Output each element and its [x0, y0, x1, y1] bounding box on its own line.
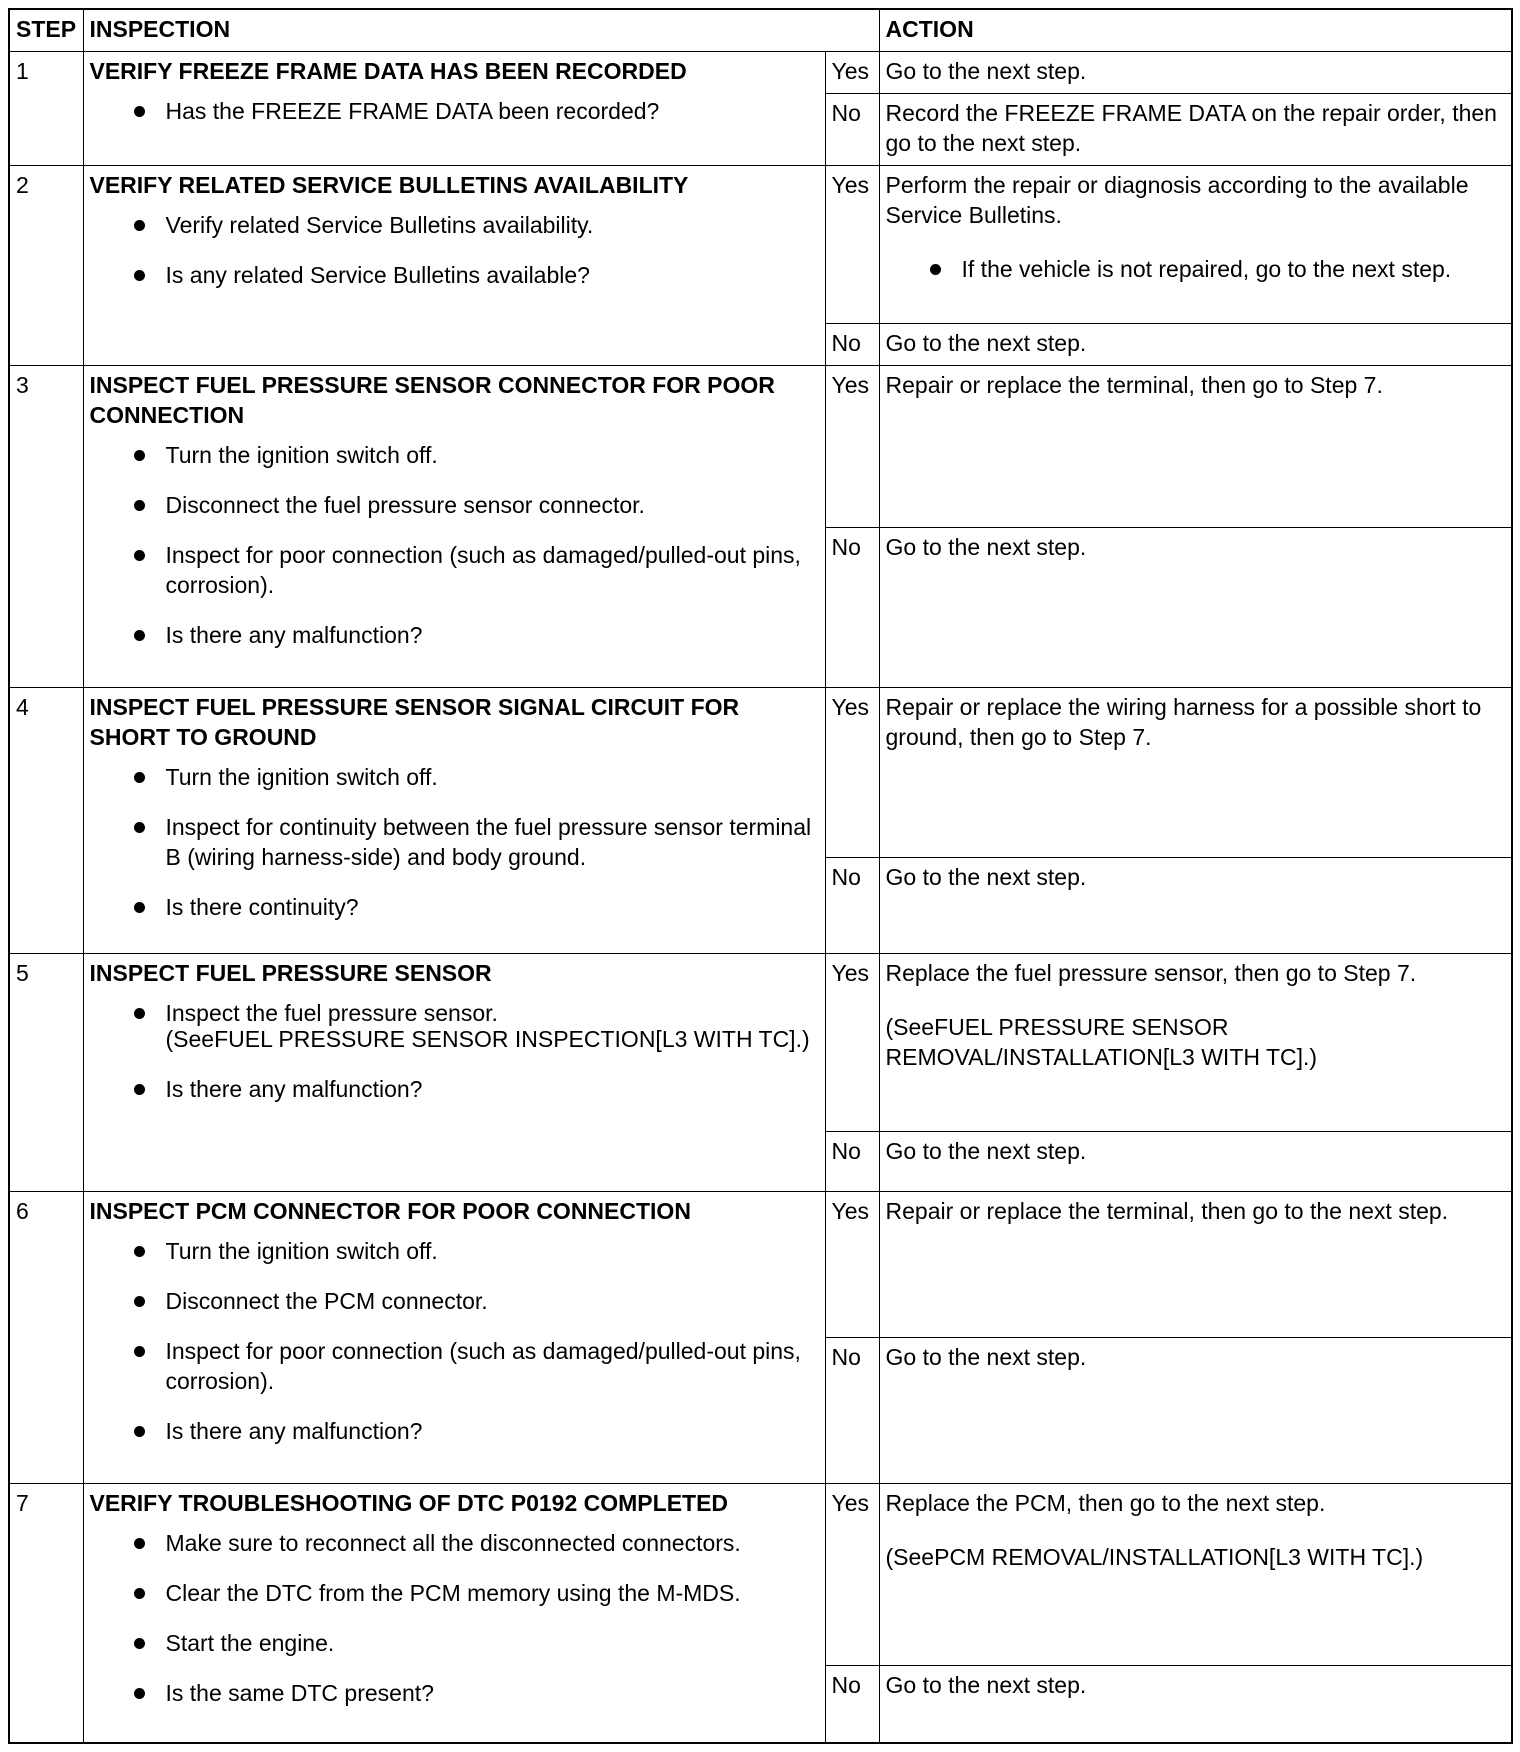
bullet-text: Is there any malfunction?	[165, 621, 423, 648]
step-column-header: STEP	[9, 9, 83, 51]
bullet-text: Disconnect the fuel pressure sensor connector.	[165, 491, 645, 518]
inspection-bullet	[90, 762, 819, 792]
step-inspection	[83, 1483, 825, 1743]
no-action	[879, 323, 1512, 365]
yes-action-text: Replace the fuel pressure sensor, then go to Step 7.	[885, 959, 1417, 986]
inspection-bullets	[90, 998, 819, 1028]
no-label: No	[825, 1131, 879, 1191]
inspection-reference-note: (SeeFUEL PRESSURE SENSOR INSPECTION[L3 WITH TC].)	[165, 1025, 810, 1052]
bullet-text: If the vehicle is not repaired, go to the next step.	[961, 255, 1452, 282]
inspection-bullets	[90, 762, 819, 922]
step-number: 7	[9, 1483, 83, 1743]
inspection-bullet	[90, 620, 819, 650]
no-action-text: Go to the next step.	[885, 1137, 1087, 1164]
no-action	[879, 857, 1512, 953]
yes-action-text: Go to the next step.	[885, 57, 1087, 84]
bullet-icon	[134, 500, 145, 511]
yes-action-subbullet	[886, 254, 1506, 284]
yes-action-text: Perform the repair or diagnosis according to the available Service Bulletins.	[885, 171, 1469, 228]
step-3-yes-row	[9, 365, 1512, 527]
inspection-bullet	[90, 1416, 819, 1446]
step-7-yes-row	[9, 1483, 1512, 1665]
step-number: 1	[9, 51, 83, 165]
yes-label: Yes	[825, 51, 879, 93]
step-title: VERIFY RELATED SERVICE BULLETINS AVAILABILITY	[89, 171, 689, 198]
step-2-yes-row	[9, 165, 1512, 323]
bullet-icon	[134, 1346, 145, 1357]
step-5-yes-row	[9, 953, 1512, 1131]
no-action-text: Go to the next step.	[885, 1343, 1087, 1370]
step-title: INSPECT FUEL PRESSURE SENSOR CONNECTOR FOR POOR CONNECTION	[89, 371, 775, 428]
bullet-text: Is there any malfunction?	[165, 1417, 423, 1444]
yes-label: Yes	[825, 365, 879, 527]
bullet-text: Start the engine.	[165, 1629, 335, 1656]
bullet-icon	[134, 270, 145, 281]
yes-action-text: Repair or replace the wiring harness for a possible short to ground, then go to Step 7.	[885, 693, 1482, 750]
inspection-bullets	[90, 1528, 819, 1708]
step-inspection	[83, 1191, 825, 1483]
inspection-bullets	[90, 96, 819, 126]
inspection-bullet	[90, 260, 819, 290]
step-title: INSPECT PCM CONNECTOR FOR POOR CONNECTION	[89, 1197, 691, 1224]
step-number: 3	[9, 365, 83, 687]
inspection-bullet	[90, 440, 819, 470]
bullet-text: Is the same DTC present?	[165, 1679, 434, 1706]
no-action	[879, 1665, 1512, 1743]
step-title: VERIFY FREEZE FRAME DATA HAS BEEN RECORDED	[89, 57, 687, 84]
yes-action-reference: (SeePCM REMOVAL/INSTALLATION[L3 WITH TC].)	[885, 1543, 1424, 1570]
bullet-icon	[134, 1246, 145, 1257]
bullet-icon	[134, 550, 145, 561]
bullet-icon	[134, 1688, 145, 1699]
no-action	[879, 1131, 1512, 1191]
no-action-text: Go to the next step.	[885, 533, 1087, 560]
bullet-text: Is there any malfunction?	[165, 1075, 423, 1102]
procedure-sheet	[8, 8, 1513, 1744]
step-6-yes-row	[9, 1191, 1512, 1337]
diagnostic-procedure-table	[8, 8, 1513, 1744]
bullet-text: Clear the DTC from the PCM memory using the M-MDS.	[165, 1579, 741, 1606]
yes-label: Yes	[825, 687, 879, 857]
bullet-text: Turn the ignition switch off.	[165, 441, 438, 468]
inspection-bullets	[90, 1074, 819, 1104]
inspection-bullets	[90, 1236, 819, 1446]
bullet-icon	[134, 220, 145, 231]
inspection-bullet	[90, 96, 819, 126]
inspection-bullet	[90, 892, 819, 922]
no-label: No	[825, 323, 879, 365]
inspection-bullet	[90, 1528, 819, 1558]
step-1-yes-row	[9, 51, 1512, 93]
step-inspection	[83, 165, 825, 365]
bullet-text: Turn the ignition switch off.	[165, 763, 438, 790]
bullet-text: Turn the ignition switch off.	[165, 1237, 438, 1264]
inspection-bullet	[90, 812, 819, 872]
step-number: 4	[9, 687, 83, 953]
inspection-bullet	[90, 1286, 819, 1316]
no-action-text: Go to the next step.	[885, 863, 1087, 890]
inspection-bullets	[90, 440, 819, 650]
yes-label: Yes	[825, 1483, 879, 1665]
step-inspection	[83, 51, 825, 165]
no-label: No	[825, 1665, 879, 1743]
inspection-bullet	[90, 210, 819, 240]
inspection-bullet	[90, 1628, 819, 1658]
bullet-icon	[134, 1008, 145, 1019]
bullet-text: Inspect for continuity between the fuel pressure sensor terminal B (wiring harness-side) and body ground.	[165, 813, 812, 870]
bullet-icon	[134, 1426, 145, 1437]
bullet-text: Inspect for poor connection (such as damaged/pulled-out pins, corrosion).	[165, 541, 801, 598]
bullet-text: Verify related Service Bulletins availability.	[165, 211, 594, 238]
inspection-bullet	[90, 1236, 819, 1266]
bullet-icon	[134, 1638, 145, 1649]
step-title: VERIFY TROUBLESHOOTING OF DTC P0192 COMPLETED	[89, 1489, 729, 1516]
inspection-bullet	[90, 1678, 819, 1708]
bullet-icon	[134, 1084, 145, 1095]
bullet-text: Make sure to reconnect all the disconnected connectors.	[165, 1529, 741, 1556]
bullet-text: Disconnect the PCM connector.	[165, 1287, 488, 1314]
yes-action	[879, 953, 1512, 1131]
inspection-bullets	[90, 210, 819, 290]
inspection-bullet	[90, 540, 819, 600]
step-title: INSPECT FUEL PRESSURE SENSOR	[89, 959, 492, 986]
yes-action-text: Replace the PCM, then go to the next step.	[885, 1489, 1326, 1516]
bullet-icon	[134, 630, 145, 641]
bullet-text: Is any related Service Bulletins available?	[165, 261, 590, 288]
action-column-header: ACTION	[879, 9, 1512, 51]
inspection-bullet	[90, 1578, 819, 1608]
yes-action	[879, 365, 1512, 527]
yes-action-text: Repair or replace the terminal, then go to Step 7.	[885, 371, 1383, 398]
bullet-icon	[134, 1588, 145, 1599]
no-action	[879, 1337, 1512, 1483]
no-label: No	[825, 1337, 879, 1483]
step-inspection	[83, 687, 825, 953]
yes-label: Yes	[825, 165, 879, 323]
bullet-text: Has the FREEZE FRAME DATA been recorded?	[165, 97, 660, 124]
no-label: No	[825, 857, 879, 953]
bullet-icon	[134, 106, 145, 117]
yes-action	[879, 165, 1512, 323]
no-action-text: Go to the next step.	[885, 329, 1087, 356]
step-number: 5	[9, 953, 83, 1191]
no-action	[879, 527, 1512, 687]
bullet-text: Inspect for poor connection (such as damaged/pulled-out pins, corrosion).	[165, 1337, 801, 1394]
no-action-text: Record the FREEZE FRAME DATA on the repair order, then go to the next step.	[885, 99, 1497, 156]
inspection-bullet	[90, 1336, 819, 1396]
yes-label: Yes	[825, 953, 879, 1131]
yes-action-reference: (SeeFUEL PRESSURE SENSOR REMOVAL/INSTALLATION[L3 WITH TC].)	[885, 1013, 1318, 1070]
step-number: 2	[9, 165, 83, 365]
yes-action	[879, 687, 1512, 857]
step-4-yes-row	[9, 687, 1512, 857]
bullet-icon	[134, 1296, 145, 1307]
step-inspection	[83, 953, 825, 1191]
bullet-icon	[930, 264, 941, 275]
bullet-text: Inspect the fuel pressure sensor.	[165, 999, 498, 1026]
yes-action-text: Repair or replace the terminal, then go to the next step.	[885, 1197, 1449, 1224]
bullet-icon	[134, 822, 145, 833]
yes-action	[879, 51, 1512, 93]
no-label: No	[825, 93, 879, 165]
no-action-text: Go to the next step.	[885, 1671, 1087, 1698]
bullet-icon	[134, 450, 145, 461]
inspection-bullet	[90, 1074, 819, 1104]
yes-action	[879, 1191, 1512, 1337]
yes-label: Yes	[825, 1191, 879, 1337]
inspection-column-header: INSPECTION	[83, 9, 879, 51]
header-row	[9, 9, 1512, 51]
inspection-bullet	[90, 490, 819, 520]
no-label: No	[825, 527, 879, 687]
step-inspection	[83, 365, 825, 687]
inspection-bullet	[90, 998, 819, 1028]
bullet-icon	[134, 1538, 145, 1549]
step-number: 6	[9, 1191, 83, 1483]
no-action	[879, 93, 1512, 165]
bullet-text: Is there continuity?	[165, 893, 359, 920]
step-title: INSPECT FUEL PRESSURE SENSOR SIGNAL CIRCUIT FOR SHORT TO GROUND	[89, 693, 740, 750]
bullet-icon	[134, 902, 145, 913]
bullet-icon	[134, 772, 145, 783]
yes-action	[879, 1483, 1512, 1665]
